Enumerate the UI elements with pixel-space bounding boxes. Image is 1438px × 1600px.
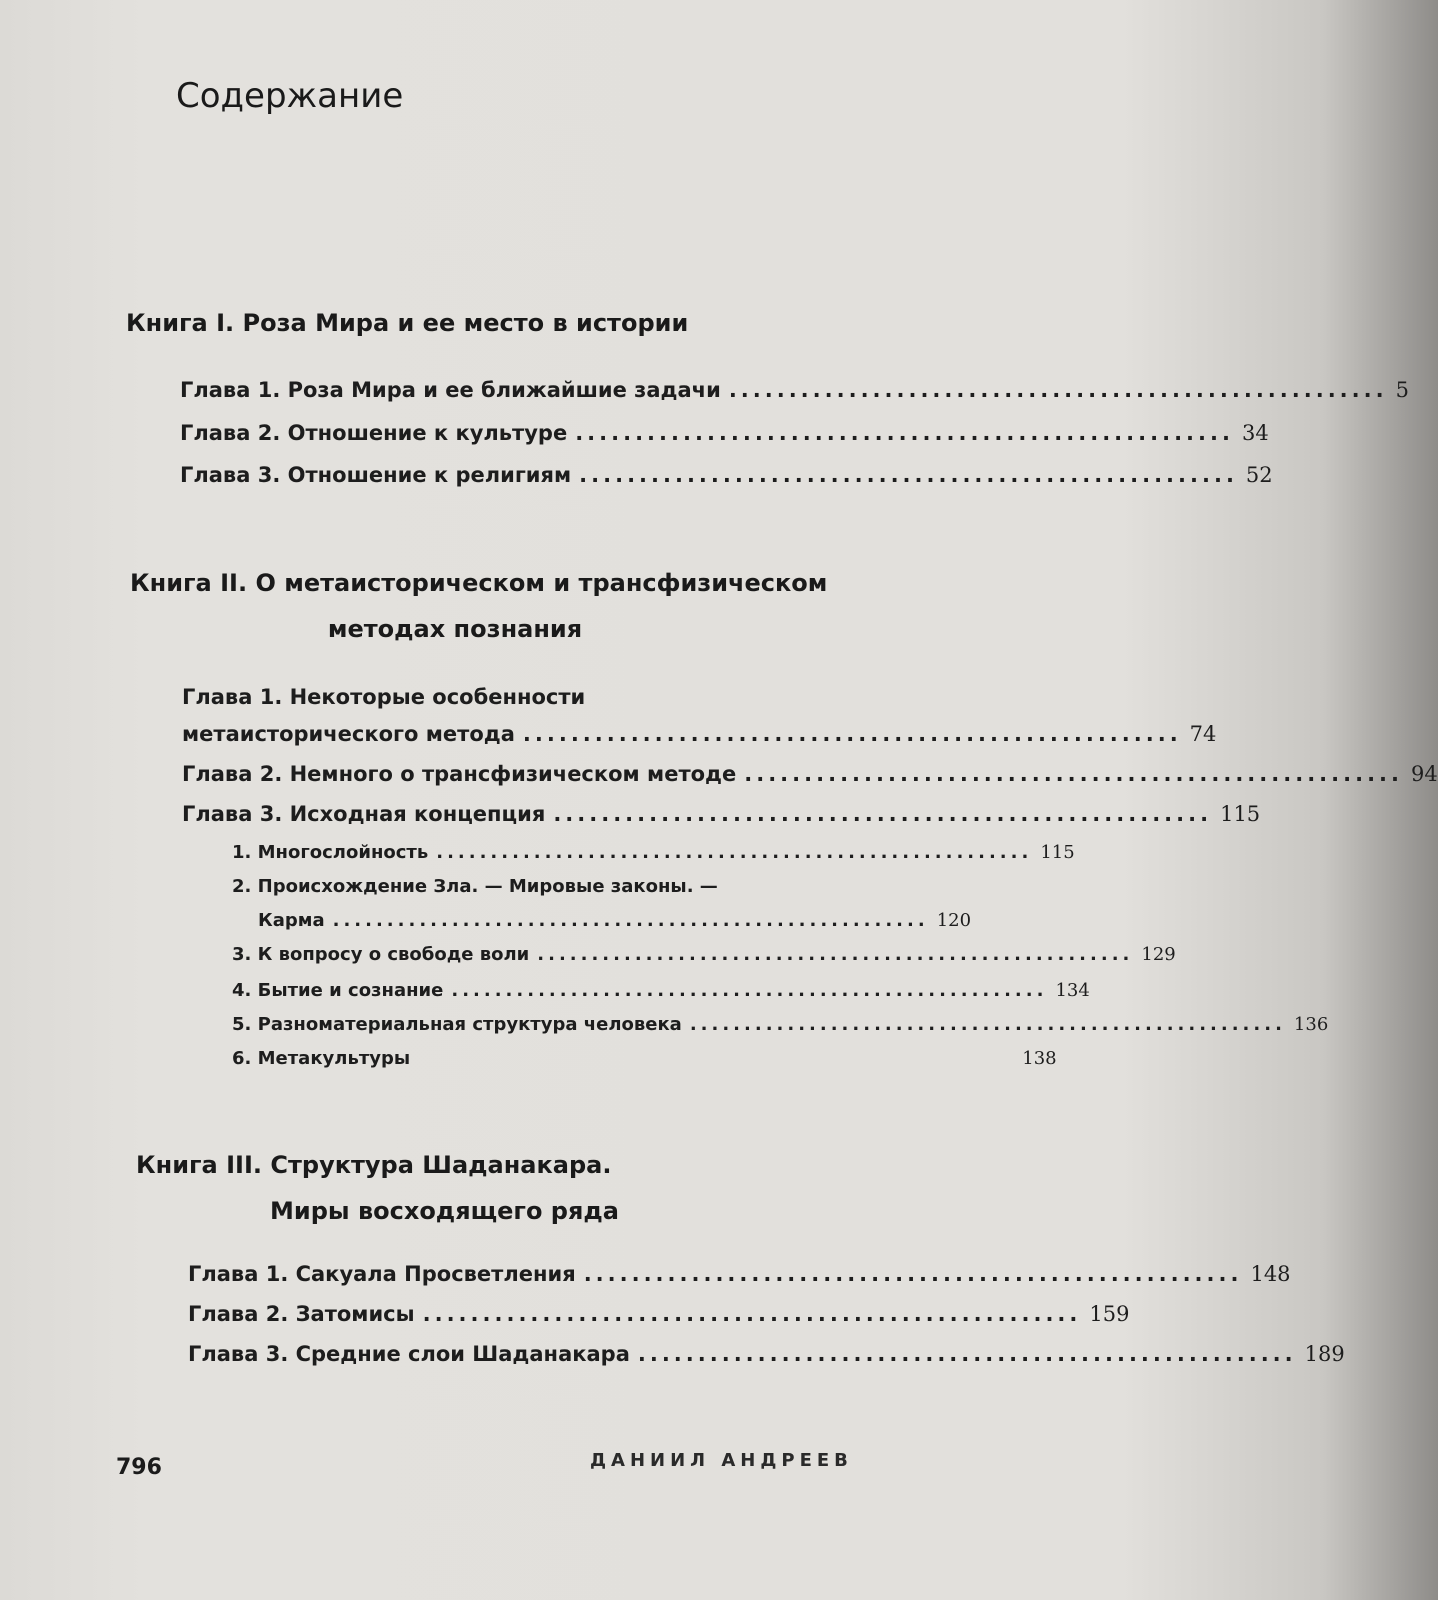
dot-leader: ....................................................... xyxy=(451,980,1048,1001)
toc-entry[interactable] xyxy=(180,421,1269,445)
toc-section[interactable] xyxy=(232,842,1075,863)
book-3-heading-line2: Миры восходящего ряда xyxy=(270,1197,619,1225)
toc-entry-page: 115 xyxy=(1220,802,1261,826)
toc-section-page: 138 xyxy=(1022,1048,1057,1069)
toc-entry-page: 52 xyxy=(1245,463,1273,487)
dot-leader xyxy=(418,1048,1014,1069)
toc-entry-page: 159 xyxy=(1089,1302,1130,1326)
dot-leader: ....................................................... xyxy=(689,1014,1286,1035)
book-1-heading: Книга I. Роза Мира и ее место в истории xyxy=(126,309,689,337)
running-footer-author: ДАНИИЛ АНДРЕЕВ xyxy=(590,1450,853,1471)
toc-entry-title: Глава 1. Роза Мира и ее ближайшие задачи xyxy=(180,378,721,402)
toc-section-page: 129 xyxy=(1141,944,1176,965)
toc-entry-page: 148 xyxy=(1250,1262,1291,1286)
page-title: Содержание xyxy=(176,76,404,116)
dot-leader: ....................................................... xyxy=(637,1342,1297,1366)
dot-leader: ....................................................... xyxy=(332,910,929,931)
toc-entry[interactable] xyxy=(182,722,1217,746)
toc-entry-page: 74 xyxy=(1189,722,1217,746)
toc-section-title-line1[interactable]: 2. Происхождение Зла. — Мировые законы. — xyxy=(232,876,718,897)
toc-entry-page: 34 xyxy=(1241,421,1269,445)
toc-section-title: 1. Многослойность xyxy=(232,842,429,863)
dot-leader: ....................................................... xyxy=(537,944,1134,965)
toc-entry[interactable] xyxy=(188,1342,1345,1366)
dot-leader: ....................................................... xyxy=(575,421,1234,445)
toc-entry[interactable] xyxy=(180,378,1409,402)
toc-section-title: 6. Метакультуры xyxy=(232,1048,411,1069)
toc-entry-page: 5 xyxy=(1395,378,1409,402)
toc-entry-title: Глава 3. Отношение к религиям xyxy=(180,463,572,487)
toc-section-page: 136 xyxy=(1293,1014,1329,1035)
toc-section[interactable] xyxy=(258,910,972,931)
toc-section-title: 5. Разноматериальная структура человека xyxy=(232,1014,682,1035)
toc-entry-title: Глава 3. Средние слои Шаданакара xyxy=(188,1342,630,1366)
toc-entry-page: 94 xyxy=(1411,762,1438,786)
toc-entry-title: Глава 1. Сакуала Просветления xyxy=(188,1262,576,1286)
dot-leader: ....................................................... xyxy=(553,802,1213,826)
toc-section[interactable] xyxy=(232,944,1176,965)
toc-section-page: 134 xyxy=(1055,980,1090,1001)
book-2-heading xyxy=(130,560,828,652)
dot-leader: ....................................................... xyxy=(744,762,1404,786)
page-number: 796 xyxy=(116,1455,162,1480)
dot-leader: ....................................................... xyxy=(579,463,1238,487)
toc-section-page: 115 xyxy=(1040,842,1075,863)
toc-entry[interactable] xyxy=(182,762,1438,786)
toc-entry-title: Глава 2. Немного о трансфизическом методе xyxy=(182,762,737,786)
toc-entry-title: метаисторического метода xyxy=(182,722,515,746)
dot-leader: ....................................................... xyxy=(728,378,1388,402)
toc-entry[interactable] xyxy=(188,1302,1130,1326)
toc-section[interactable] xyxy=(232,980,1090,1001)
toc-entry[interactable] xyxy=(188,1262,1291,1286)
dot-leader: ....................................................... xyxy=(583,1262,1243,1286)
book-3-heading xyxy=(136,1142,619,1234)
toc-section-title: 4. Бытие и сознание xyxy=(232,980,444,1001)
toc-section-title: Карма xyxy=(258,910,325,931)
dot-leader: ....................................................... xyxy=(422,1302,1082,1326)
toc-entry-title: Глава 2. Затомисы xyxy=(188,1302,415,1326)
toc-entry-title-line1[interactable]: Глава 1. Некоторые особенности xyxy=(182,685,586,709)
toc-section[interactable] xyxy=(232,1048,1057,1069)
book-3-heading-line1: Книга III. Структура Шаданакара. xyxy=(136,1151,612,1179)
toc-entry-title: Глава 3. Исходная концепция xyxy=(182,802,546,826)
book-2-heading-line1: Книга II. О метаисторическом и трансфизическом xyxy=(130,569,828,597)
toc-entry-page: 189 xyxy=(1304,1342,1345,1366)
toc-section-title: 3. К вопросу о свободе воли xyxy=(232,944,530,965)
book-2-heading-line2: методах познания xyxy=(327,615,583,643)
toc-entry[interactable] xyxy=(182,802,1261,826)
toc-section[interactable] xyxy=(232,1014,1329,1035)
toc-entry[interactable] xyxy=(180,463,1273,487)
toc-entry-title: Глава 2. Отношение к культуре xyxy=(180,421,568,445)
toc-section-page: 120 xyxy=(936,910,972,931)
dot-leader: ....................................................... xyxy=(522,722,1182,746)
dot-leader: ....................................................... xyxy=(436,842,1033,863)
